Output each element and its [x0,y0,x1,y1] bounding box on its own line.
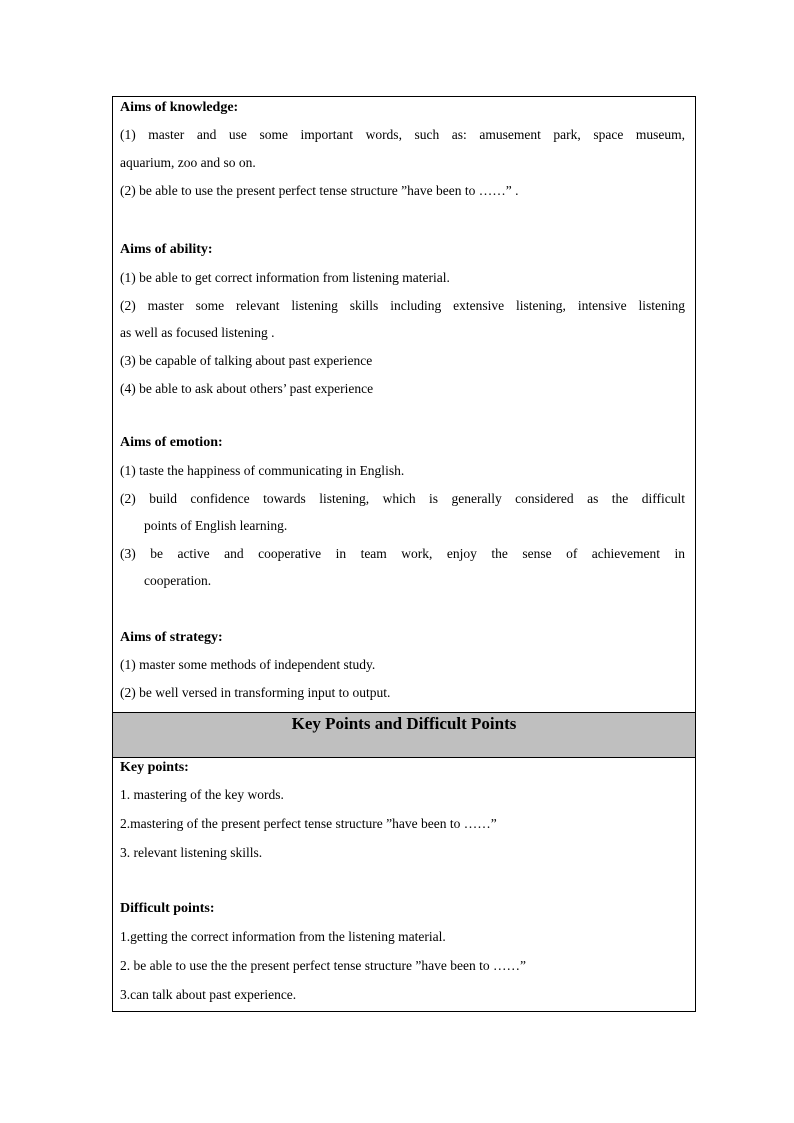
aims-ability-line-4: (3) be capable of talking about past experience [120,353,373,368]
aims-knowledge-heading: Aims of knowledge: [120,100,239,115]
key-points-line-3: 3. relevant listening skills. [120,845,263,860]
section-title: Key Points and Difficult Points [291,714,517,733]
aims-ability-line-3: as well as focused listening . [120,325,275,340]
aims-strategy-line-1: (1) master some methods of independent study. [120,657,376,672]
aims-knowledge-line-3: (2) be able to use the present perfect tense structure ”have been to ……” . [120,183,519,198]
aims-emotion-heading: Aims of emotion: [120,435,223,450]
aims-strategy-heading: Aims of strategy: [120,630,223,645]
aims-emotion-line-4: (3) be active and cooperative in team work, enjoy the sense of achievement in [120,546,685,561]
aims-ability-line-2: (2) master some relevant listening skills including extensive listening, intensive listening [120,298,685,313]
aims-strategy-line-2: (2) be well versed in transforming input to output. [120,685,391,700]
aims-ability-line-5: (4) be able to ask about others’ past experience [120,381,374,396]
difficult-points-line-3: 3.can talk about past experience. [120,987,297,1002]
aims-emotion-line-3: points of English learning. [144,518,288,533]
aims-knowledge-line-1: (1) master and use some important words, such as: amusement park, space museum, [120,127,685,142]
key-points-line-2: 2.mastering of the present perfect tense structure ”have been to ……” [120,816,497,831]
aims-emotion-line-2: (2) build confidence towards listening, which is generally considered as the difficult [120,491,685,506]
difficult-points-line-1: 1.getting the correct information from the listening material. [120,929,446,944]
aims-knowledge-line-2: aquarium, zoo and so on. [120,155,256,170]
difficult-points-line-2: 2. be able to use the the present perfect tense structure ”have been to ……” [120,958,526,973]
aims-ability-line-1: (1) be able to get correct information from listening material. [120,270,450,285]
key-points-heading: Key points: [120,760,189,775]
aims-ability-heading: Aims of ability: [120,242,213,257]
key-difficult-points-header [113,712,695,758]
aims-emotion-line-1: (1) taste the happiness of communicating in English. [120,463,405,478]
key-difficult-points-cell [113,758,695,1011]
aims-emotion-line-5: cooperation. [144,573,212,588]
objectives-table [112,96,696,1012]
teaching-aims-cell [113,97,695,712]
difficult-points-heading: Difficult points: [120,901,215,916]
key-points-line-1: 1. mastering of the key words. [120,787,284,802]
